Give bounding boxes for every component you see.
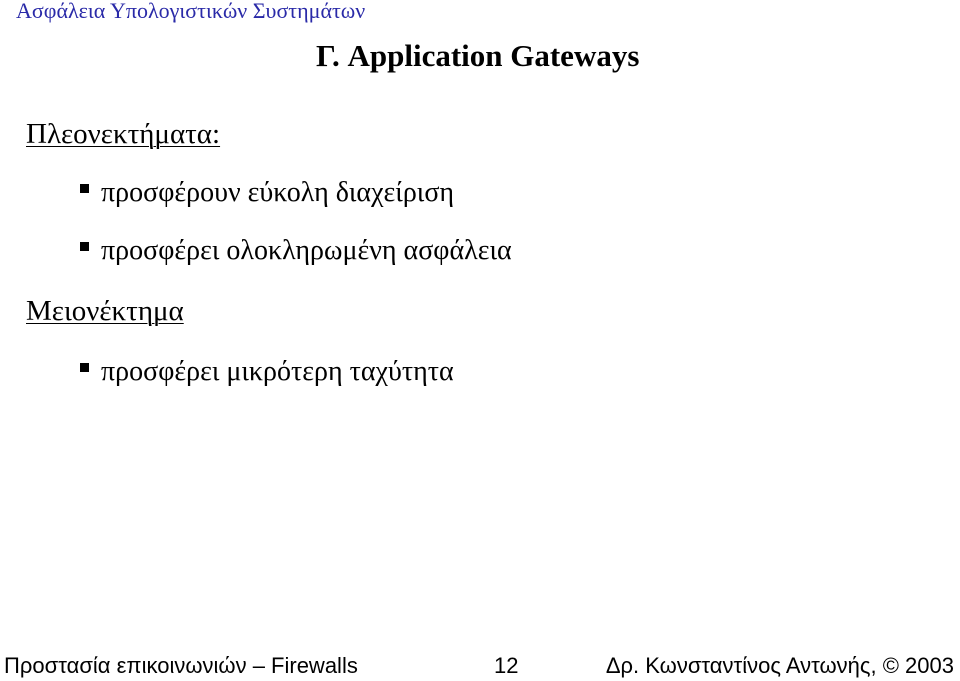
disadvantage-item [80, 355, 454, 389]
advantage-item [80, 234, 512, 268]
page-number: 12 [494, 653, 519, 678]
square-bullet-icon [80, 242, 89, 251]
course-title: Ασφάλεια Υπολογιστικών Συστημάτων [16, 0, 366, 23]
advantages-heading: Πλεονεκτήματα: [26, 118, 221, 150]
square-bullet-icon [80, 363, 89, 372]
advantage-item-text: προσφέρει ολοκληρωμένη ασφάλεια [101, 235, 512, 266]
advantage-item [80, 176, 454, 210]
advantage-item-text: προσφέρουν εύκολη διαχείριση [101, 177, 455, 208]
footer-author: Δρ. Κωνσταντίνος Αντωνής, © 2003 [605, 653, 954, 678]
disadvantage-heading: Μειονέκτημα [26, 295, 184, 327]
square-bullet-icon [80, 184, 89, 193]
footer-topic: Προστασία επικοινωνιών – Firewalls [4, 653, 358, 678]
slide-title: Γ. Application Gateways [316, 38, 640, 73]
disadvantage-item-text: προσφέρει μικρότερη ταχύτητα [101, 356, 454, 387]
